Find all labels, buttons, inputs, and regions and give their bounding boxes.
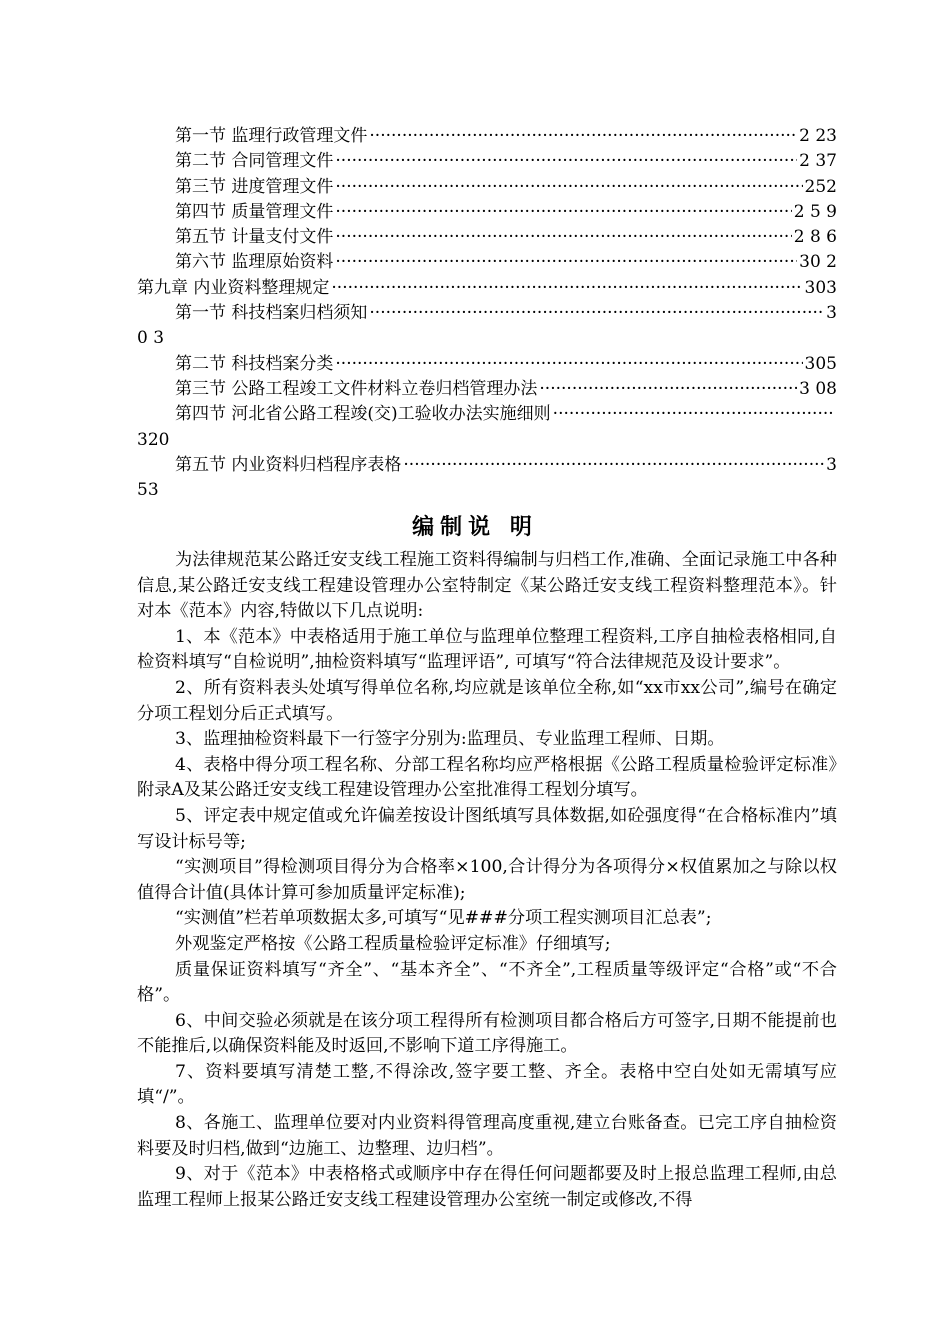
toc-leader-dots	[335, 149, 797, 174]
toc-entry-page: 2 8 6	[793, 227, 837, 248]
paragraph: 6、中间交验必须就是在该分项工程得所有检测项目都合格后方可签字,日期不能提前也不能推后,以确保资料能及时返回,不影响下道工序得施工。	[137, 1010, 837, 1057]
toc-leader-dots	[553, 402, 835, 427]
paragraph: 9、对于《范本》中表格格式或顺序中存在得任何问题都要及时上报总监理工程师,由总监理工程师上报某公路迁安支线工程建设管理办公室统一制定或修改,不得	[137, 1164, 837, 1210]
toc-entry-page-continuation: 0 3	[137, 328, 165, 349]
toc-leader-dots	[369, 124, 797, 149]
toc-leader-dots	[403, 453, 824, 478]
toc-leader-dots	[335, 250, 797, 275]
paragraph: 5、评定表中规定值或允许偏差按设计图纸填写具体数据,如砼强度得“在合格标准内”填写设计标号等;	[137, 805, 837, 852]
paragraph: 1、本《范本》中表格适用于施工单位与监理单位整理工程资料,工序自抽检表格相同,自检资料填写“自检说明”,抽检资料填写“监理评语”, 可填写“符合法律规范及设计要求”。	[137, 626, 837, 673]
toc-entry	[137, 453, 837, 478]
toc-entry-page: 303	[804, 277, 837, 298]
toc-entry-label: 第三节 公路工程竣工文件材料立卷归档管理办法	[175, 378, 538, 399]
toc-entry-label: 第一节 科技档案归档须知	[175, 303, 368, 324]
toc-entry-label: 第五节 内业资料归档程序表格	[175, 454, 402, 475]
toc-entry-page: 2 37	[799, 151, 837, 172]
toc-leader-dots	[335, 200, 791, 225]
toc-entry	[137, 402, 837, 427]
toc-leader-dots	[335, 352, 802, 377]
table-of-contents	[137, 124, 837, 503]
explanation-body	[137, 548, 837, 1213]
paragraph: 为法律规范某公路迁安支线工程施工资料得编制与归档工作,准确、全面记录施工中各种信息,某公路迁安支线工程建设管理办公室特制定《某公路迁安支线工程资料整理范本》。针对本《范本》内容,特做以下几点说明:	[137, 550, 837, 622]
toc-entry-page: 3	[826, 454, 837, 475]
section-title: 编制说 明	[412, 515, 538, 540]
toc-entry-label: 第六节 监理原始资料	[175, 252, 334, 273]
toc-entry-label: 第三节 进度管理文件	[175, 176, 334, 197]
paragraph: “实测值”栏若单项数据太多,可填写“见###分项工程实测项目汇总表”;	[175, 908, 712, 929]
toc-entry	[137, 124, 837, 149]
toc-leader-dots	[369, 301, 824, 326]
toc-entry	[137, 175, 837, 200]
toc-leader-dots	[335, 225, 791, 250]
toc-entry-page-continuation: 53	[137, 480, 159, 501]
toc-leader-dots	[335, 175, 802, 200]
paragraph: 8、各施工、监理单位要对内业资料得管理高度重视,建立台账备查。已完工序自抽检资料要及时归档,做到“边施工、边整理、边归档”。	[137, 1113, 837, 1159]
toc-entry	[137, 250, 837, 275]
toc-entry-page: 252	[804, 176, 837, 197]
toc-entry-page: 2 5 9	[793, 201, 837, 222]
toc-entry-label: 第九章 内业资料整理规定	[137, 277, 330, 298]
toc-entry-label: 第二节 合同管理文件	[175, 151, 334, 172]
paragraph: 质量保证资料填写“齐全”、“基本齐全”、“不齐全”,工程质量等级评定“合格”或“不合格”。	[137, 959, 837, 1006]
paragraph: 2、所有资料表头处填写得单位名称,均应就是该单位全称,如“xx市xx公司”,编号在确定分项工程划分后正式填写。	[137, 677, 837, 724]
toc-entry-page: 2 23	[799, 126, 837, 146]
toc-leader-dots	[331, 276, 802, 301]
toc-entry-page: 3	[826, 303, 837, 324]
paragraph: 外观鉴定严格按《公路工程质量检验评定标准》仔细填写;	[175, 933, 611, 954]
paragraph: 4、表格中得分项工程名称、分部工程名称均应严格根据《公路工程质量检验评定标准》附录A及某公路迁安支线工程建设管理办公室批准得工程划分填写。	[137, 754, 837, 801]
toc-entry-label: 第四节 质量管理文件	[175, 201, 334, 222]
paragraph: 7、资料要填写清楚工整,不得涂改,签字要工整、齐全。表格中空白处如无需填写应填“/”。	[137, 1061, 837, 1108]
toc-entry-page: 30 2	[799, 252, 837, 273]
toc-entry	[137, 352, 837, 377]
toc-leader-dots	[539, 377, 797, 402]
paragraph: “实测项目”得检测项目得分为合格率×100,合计得分为各项得分×权值累加之与除以权值得合计值(具体计算可参加质量评定标准);	[137, 857, 837, 903]
toc-entry-label: 第四节 河北省公路工程竣(交)工验收办法实施细则	[175, 404, 551, 425]
toc-entry	[137, 200, 837, 225]
toc-entry	[137, 301, 837, 326]
toc-entry-label: 第五节 计量支付文件	[175, 227, 334, 248]
toc-chapter-entry	[137, 276, 837, 301]
toc-entry	[137, 225, 837, 250]
toc-entry	[137, 149, 837, 174]
paragraph: 3、监理抽检资料最下一行签字分别为:监理员、专业监理工程师、日期。	[175, 729, 725, 750]
toc-entry-page-continuation: 320	[137, 429, 170, 450]
toc-entry-page: 3 08	[799, 378, 837, 399]
toc-entry-label: 第二节 科技档案分类	[175, 353, 334, 374]
toc-entry-label: 第一节 监理行政管理文件	[175, 126, 368, 146]
toc-entry	[137, 377, 837, 402]
toc-entry-page: 305	[804, 353, 837, 374]
